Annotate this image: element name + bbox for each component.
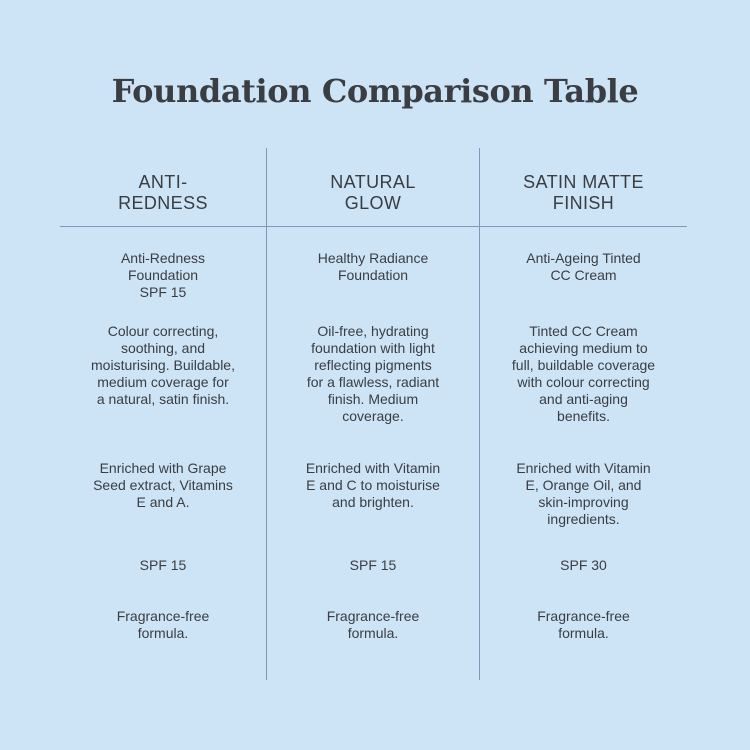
product-name: Healthy Radiance Foundation [317,250,429,283]
column-header: ANTI- REDNESS [118,172,208,213]
product-fragrance: Fragrance-free formula. [537,608,630,641]
column-anti-redness [60,0,266,750]
product-ingredients: Enriched with Vitamin E and C to moisturise and brighten. [305,460,441,510]
product-name: Anti-Ageing Tinted CC Cream [526,250,641,283]
product-spf: SPF 30 [560,557,607,573]
column-natural-glow [267,0,479,750]
product-ingredients: Enriched with Vitamin E, Orange Oil, and skin-improving ingredients. [516,460,651,527]
product-fragrance: Fragrance-free formula. [116,608,210,641]
product-spf: SPF 15 [349,557,397,573]
product-description: Oil-free, hydrating foundation with light reflecting pigments for a flawless, radiant finish. Medium coverage. [306,323,440,424]
product-description: Colour correcting, soothing, and moisturising. Buildable, medium coverage for a natural, satin finish. [91,323,235,407]
product-fragrance: Fragrance-free formula. [326,608,420,641]
column-header: NATURAL GLOW [330,172,416,213]
product-ingredients: Enriched with Grape Seed extract, Vitamins E and A. [93,460,233,510]
product-description: Tinted CC Cream achieving medium to full, buildable coverage with colour correcting and anti-aging benefits. [511,323,656,424]
column-header: SATIN MATTE FINISH [523,172,644,213]
page-title: Foundation Comparison Table [111,72,639,110]
product-spf: SPF 15 [139,557,187,573]
column-satin-matte-finish [480,0,687,750]
product-name: Anti-Redness Foundation SPF 15 [120,250,206,300]
